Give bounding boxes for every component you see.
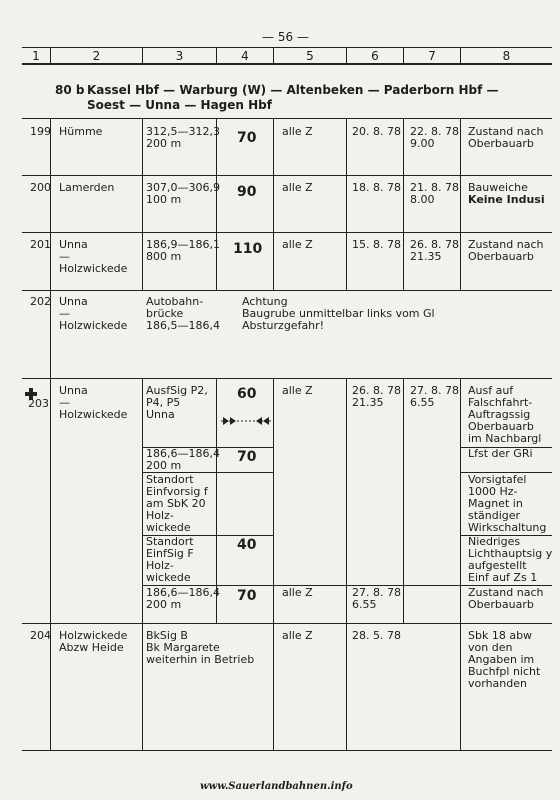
row-201-remark: Zustand nach Oberbauarb (468, 238, 544, 263)
row-201-number: 201 (30, 238, 51, 251)
column-number-5: 5 (306, 49, 314, 63)
column-number-7: 7 (428, 49, 436, 63)
column-number-1: 1 (32, 49, 40, 63)
column-number-4: 4 (241, 49, 249, 63)
col-divider-1 (50, 118, 51, 750)
row-200-trains: alle Z (282, 181, 313, 194)
row-199-number: 199 (30, 125, 51, 138)
section-route-line1: Kassel Hbf — Warburg (W) — Altenbeken — Paderborn Hbf — (87, 83, 499, 97)
column-number-6: 6 (371, 49, 379, 63)
row-203-km-d: Standort EinfSig F Holz- wickede (146, 535, 194, 584)
row-199-speed: 70 (237, 130, 257, 146)
row-203-place: Unna — Holzwickede (59, 384, 128, 421)
row-202-note: Achtung Baugrube unmittelbar links vom Gl Absturzgefahr! (242, 295, 435, 332)
column-number-2: 2 (92, 49, 101, 63)
row-203-trains-e: alle Z (282, 586, 313, 599)
row-199-place: Hümme (59, 125, 103, 138)
row-203-km-e: 186,6—186,4 200 m (146, 586, 220, 611)
row-204-km: BkSig B Bk Margarete weiterhin in Betrieb (146, 629, 255, 666)
row-203-speed-b: 70 (237, 449, 257, 465)
row-204-number: 204 (30, 629, 51, 642)
row-203-from: 26. 8. 78 21.35 (352, 384, 401, 409)
header-top-rule (22, 47, 552, 48)
row-200-remark-2: Keine Indusi (468, 193, 545, 206)
row-200-km: 307,0—306,9 100 m (146, 181, 220, 206)
page-number: — 56 — (262, 30, 309, 44)
row-202-place: Unna — Holzwickede (59, 295, 128, 332)
row-199-to: 22. 8. 78 9.00 (410, 125, 459, 150)
row-203-remark-c: Vorsigtafel 1000 Hz- Magnet in ständiger Wirkschaltung (468, 473, 547, 534)
row-200-place: Lamerden (59, 181, 115, 194)
row-201-to: 26. 8. 78 21.35 (410, 238, 459, 263)
direction-arrows-icon (221, 411, 271, 430)
row-203-remark-d: Niedriges Lichthauptsig y aufgestellt Einf auf Zs 1 (468, 535, 553, 584)
row-201-trains: alle Z (282, 238, 313, 251)
section-number: 80 b (55, 83, 85, 97)
row-203-remark-e: Zustand nach Oberbauarb (468, 586, 544, 611)
row-199-trains: alle Z (282, 125, 313, 138)
row-204-remark: Sbk 18 abw von den Angaben im Buchfpl nicht vorhanden (468, 629, 541, 690)
row-199-from: 20. 8. 78 (352, 125, 401, 138)
row-200-to: 21. 8. 78 8.00 (410, 181, 459, 206)
row-200-remark-1: Bauweiche (468, 181, 528, 194)
row-200-number: 200 (30, 181, 51, 194)
row-203-number: 203 (28, 397, 49, 410)
row-200-speed: 90 (237, 184, 257, 200)
row-204-trains: alle Z (282, 629, 313, 642)
row-201-place: Unna — Holzwickede (59, 238, 128, 275)
row-199-km: 312,5—312,3 200 m (146, 125, 220, 150)
row-200-from: 18. 8. 78 (352, 181, 401, 194)
row-203-trains: alle Z (282, 384, 313, 397)
section-route-line2: Soest — Unna — Hagen Hbf (87, 98, 272, 112)
row-203-from-e: 27. 8. 78 6.55 (352, 586, 401, 611)
header-bottom-rule (22, 63, 552, 65)
row-203-km-b: 186,6—186,4 200 m (146, 447, 220, 472)
row-201-km: 186,9—186,1 800 m (146, 238, 220, 263)
row-202-km: Autobahn- brücke 186,5—186,4 (146, 295, 220, 332)
row-203-speed-e: 70 (237, 588, 257, 604)
row-201-speed: 110 (233, 241, 263, 257)
footer-watermark: www.Sauerlandbahnen.info (200, 781, 353, 792)
column-number-3: 3 (175, 49, 184, 63)
row-203-remark-a: Ausf auf Falschfahrt- Auftragssig Oberbauarb im Nachbargl (468, 384, 542, 445)
row-203-speed-a: 60 (237, 386, 257, 402)
row-204-place: Holzwickede Abzw Heide (59, 629, 128, 654)
row-202-number: 202 (30, 295, 51, 308)
row-199-remark: Zustand nach Oberbauarb (468, 125, 544, 150)
row-201-from: 15. 8. 78 (352, 238, 401, 251)
row-203-km-c: Standort Einfvorsig f am SbK 20 Holz- wickede (146, 473, 208, 534)
row-204-from: 28. 5. 78 (352, 629, 401, 642)
column-number-8: 8 (502, 49, 511, 63)
row-203-km-a: AusfSig P2, P4, P5 Unna (146, 384, 208, 421)
row-203-to: 27. 8. 78 6.55 (410, 384, 459, 409)
row-203-remark-b: Lfst der GRi (468, 447, 533, 460)
row-203-speed-d: 40 (237, 537, 257, 553)
